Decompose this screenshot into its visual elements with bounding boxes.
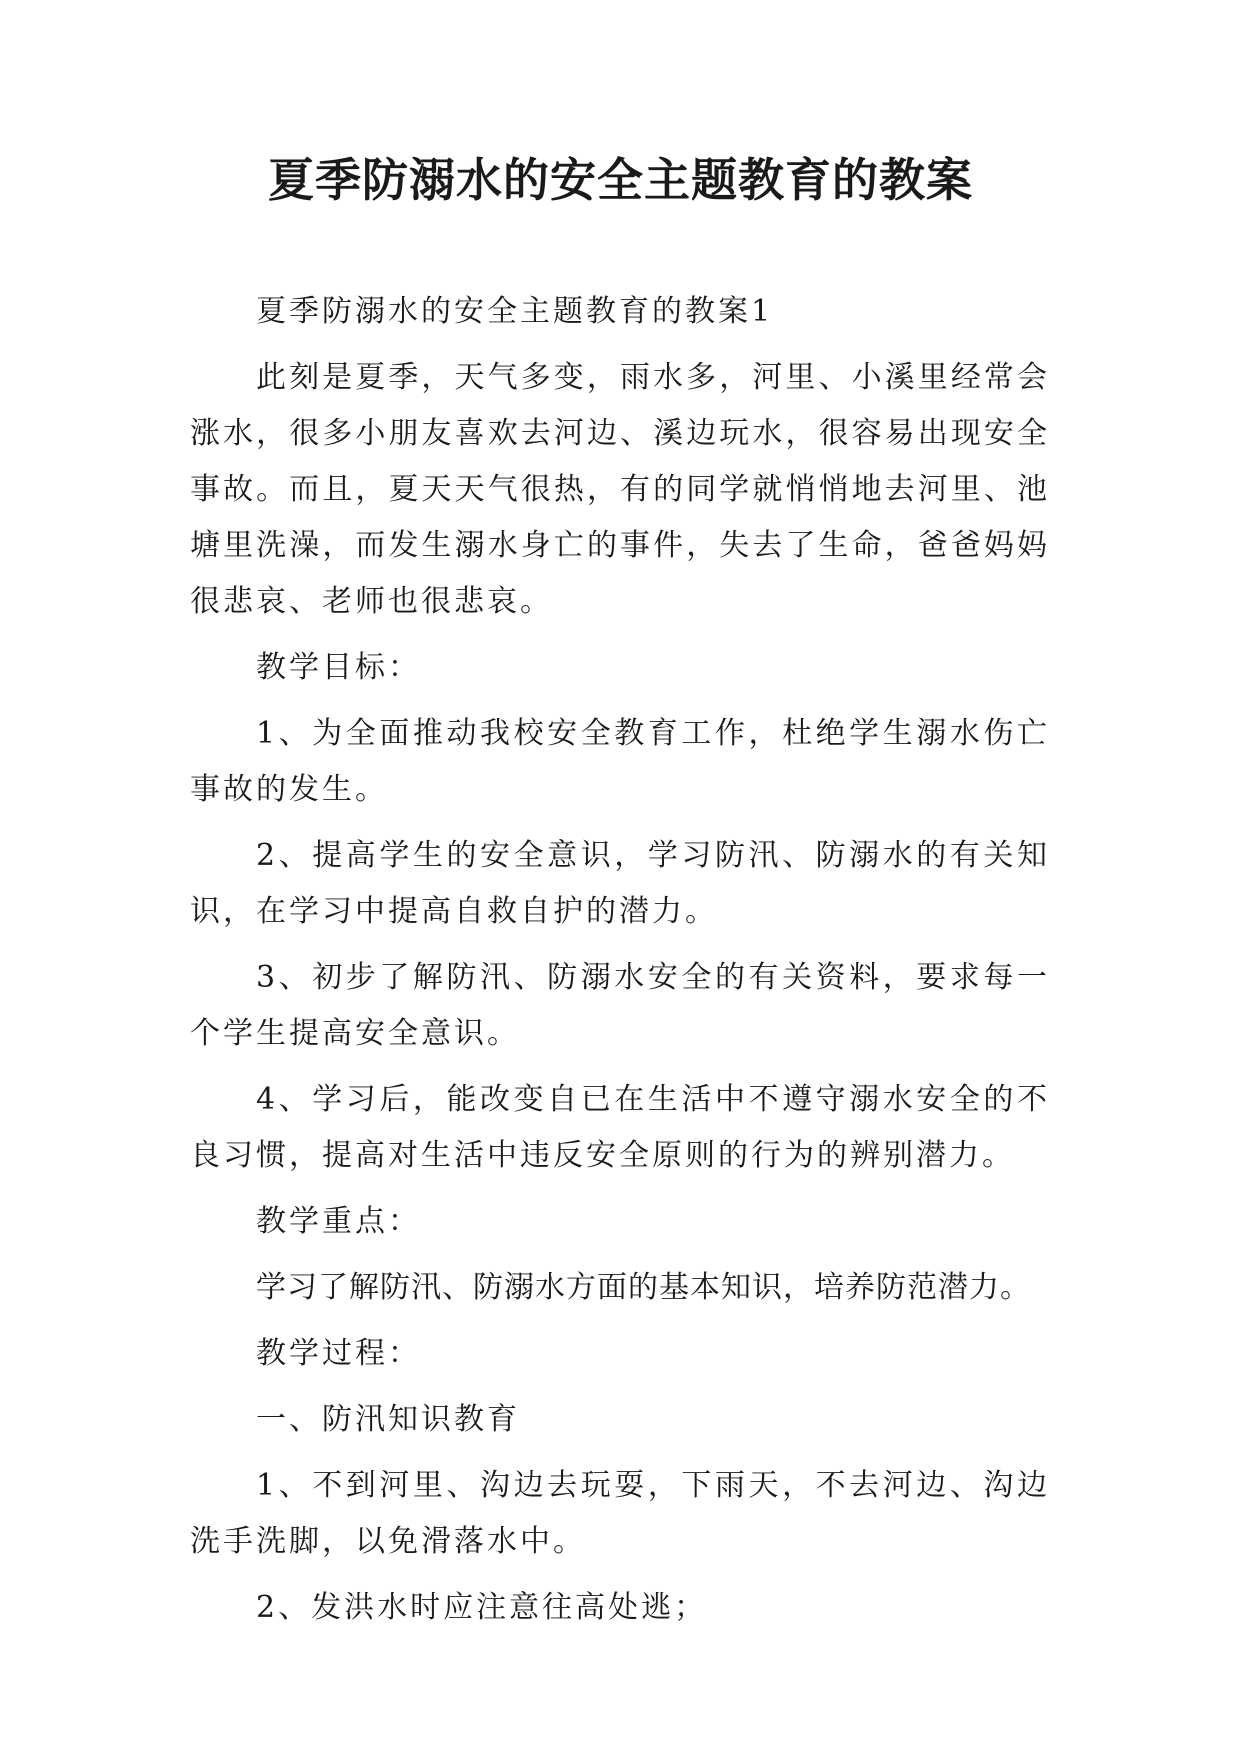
document-title: 夏季防溺水的安全主题教育的教案 bbox=[268, 153, 973, 207]
flood-knowledge-heading: 一、防汛知识教育 bbox=[256, 1402, 520, 1437]
flood-rule-1: 1、不到河里、沟边去玩耍，下雨天，不去河边、沟边洗手洗脚，以免滑落水中。 bbox=[190, 1468, 1050, 1559]
section-heading-1: 夏季防溺水的安全主题教育的教案1 bbox=[256, 294, 774, 329]
process-heading: 教学过程： bbox=[256, 1336, 421, 1371]
objective-item-1: 1、为全面推动我校安全教育工作，杜绝学生溺水伤亡事故的发生。 bbox=[190, 716, 1050, 807]
document-body bbox=[190, 284, 1050, 1646]
key-points-heading: 教学重点： bbox=[256, 1204, 421, 1239]
objective-item-2: 2、提高学生的安全意识，学习防汛、防溺水的有关知识，在学习中提高自救自护的潜力。 bbox=[190, 838, 1050, 929]
objective-item-3: 3、初步了解防汛、防溺水安全的有关资料，要求每一个学生提高安全意识。 bbox=[190, 960, 1050, 1051]
objective-item-4: 4、学习后，能改变自已在生活中不遵守溺水安全的不良习惯，提高对生活中违反安全原则的行为的辨别潜力。 bbox=[190, 1082, 1050, 1173]
intro-paragraph: 此刻是夏季，天气多变，雨水多，河里、小溪里经常会涨水，很多小朋友喜欢去河边、溪边玩水，很容易出现安全事故。而且，夏天天气很热，有的同学就悄悄地去河里、池塘里洗澡，而发生溺水身亡的事件，失去了生命，爸爸妈妈很悲哀、老师也很悲哀。 bbox=[190, 360, 1050, 619]
key-points-text: 学习了解防汛、防溺水方面的基本知识，培养防范潜力。 bbox=[256, 1270, 1031, 1305]
flood-rule-2: 2、发洪水时应注意往高处逃； bbox=[256, 1590, 708, 1625]
objectives-heading: 教学目标： bbox=[256, 650, 421, 685]
